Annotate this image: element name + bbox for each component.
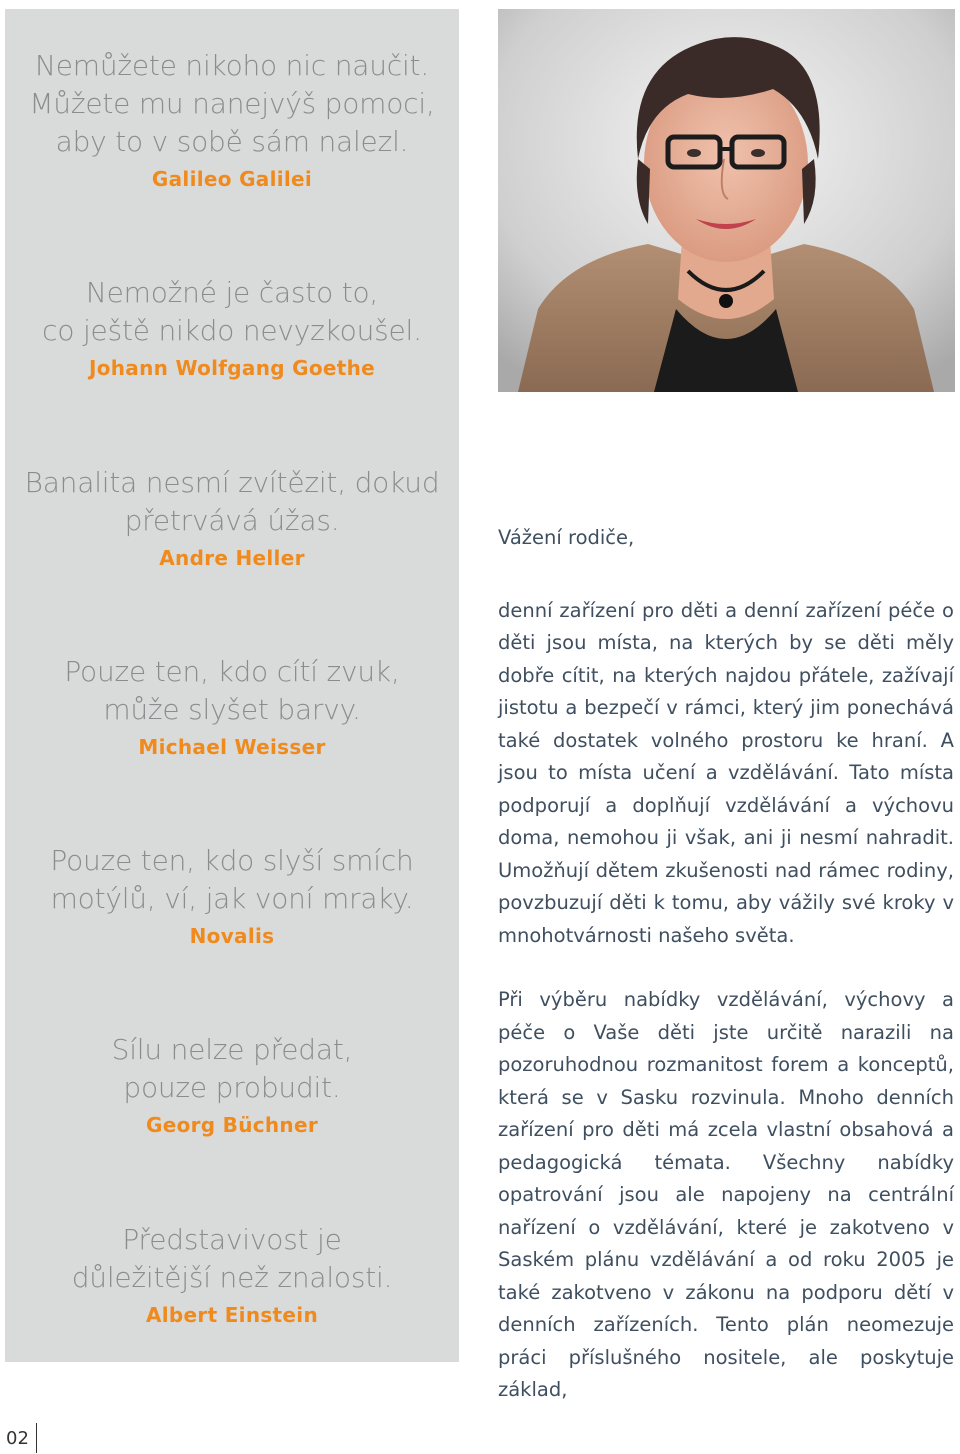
page-number-divider [36, 1423, 37, 1453]
quote-novalis [5, 842, 459, 950]
quote-author: Johann Wolfgang Goethe [88, 356, 375, 380]
quote-goethe [5, 274, 459, 382]
letter [498, 522, 954, 1439]
quote-author: Novalis [189, 924, 275, 948]
page-number: 02 [6, 1428, 29, 1449]
quote-text: Pouze ten, kdo slyší smích motýlů, ví, jak voní mraky. [50, 844, 414, 915]
quote-buchner [5, 1031, 459, 1139]
quote-einstein [5, 1221, 459, 1329]
quotes-panel [5, 9, 459, 1362]
quote-author: Andre Heller [159, 546, 305, 570]
quote-text: Sílu nelze předat, pouze probudit. [111, 1033, 353, 1104]
quote-galilei [5, 47, 459, 193]
quote-text: Nemožné je často to, co ještě nikdo nevyzkoušel. [42, 276, 422, 347]
quote-text: Představivost je důležitější než znalosti. [71, 1223, 393, 1294]
letter-paragraph: denní zařízení pro děti a denní zařízení péče o děti jsou místa, na kterých by se děti měly dobře cítit, na kterých najdou přátele, zažívají jistotu a bezpečí v rámci, který jim ponechává také dostatek volného prostoru ke hraní. A jsou to místa učení a vzdělávání. Tato místa podporují a doplňují vzdělávání a výchovu doma, nemohou ji však, ani ji nesmí nahradit. Umožňují dětem zkušenosti nad rámec rodiny, povzbuzují děti k tomu, aby vážily své kroky v mnohotvárnosti našeho světa. [498, 598, 954, 947]
quote-text: Nemůžete nikoho nic naučit. Můžete mu nanejvýš pomoci, aby to v sobě sám nalezl. [29, 49, 435, 158]
quote-weisser [5, 653, 459, 761]
letter-paragraph: Při výběru nabídky vzdělávání, výchovy a péče o Vaše děti jste určitě narazili na pozoruhodnou rozmanitost forem a konceptů, která se v Sasku rozvinula. Mnoho denních zařízení pro děti má zcela vlastní obsahová a pedagogická témata. Všechny nabídky opatrování jsou ale napojeny na centrální nařízení o vzdělávání, které je zakotveno v Saském plánu vzdělávání a od roku 2005 je také zakotveno v zákonu na podporu dětí v denních zařízeních. Tento plán neomezuje práci příslušného nositele, ale poskytuje základ, [498, 988, 954, 1401]
quote-author: Galileo Galilei [151, 167, 313, 191]
quote-heller [5, 464, 459, 572]
quote-author: Georg Büchner [145, 1113, 318, 1137]
quote-text: Pouze ten, kdo cítí zvuk, může slyšet barvy. [64, 655, 400, 726]
portrait-photo [498, 9, 955, 392]
letter-salutation: Vážení rodiče, [498, 526, 635, 549]
quote-text: Banalita nesmí zvítězit, dokud přetrvává úžas. [24, 466, 440, 537]
quote-author: Michael Weisser [138, 735, 326, 759]
quote-author: Albert Einstein [146, 1303, 318, 1327]
